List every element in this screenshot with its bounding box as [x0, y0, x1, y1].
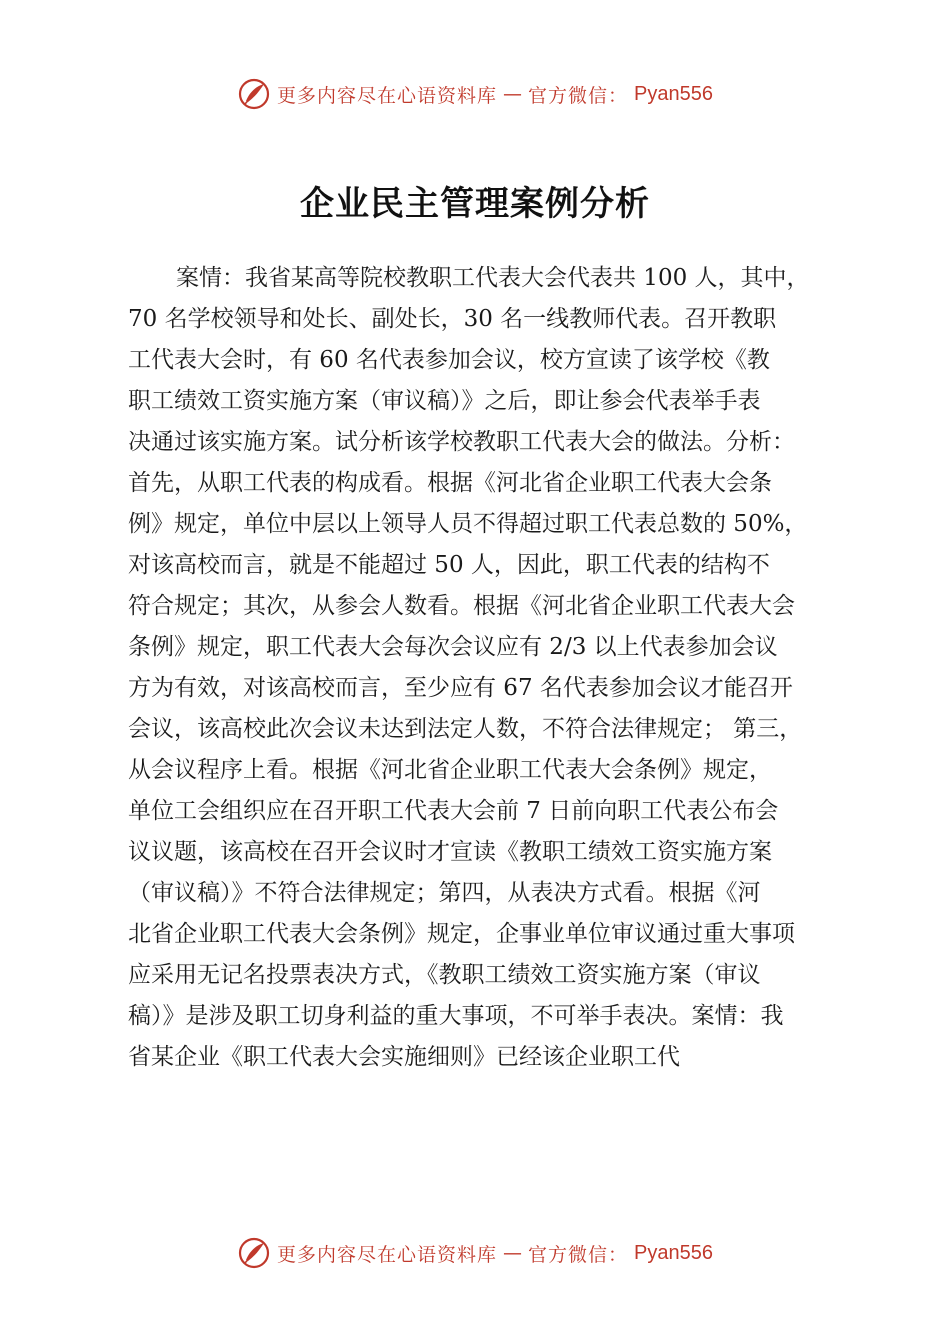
header-contact-label: 官方微信：: [528, 84, 629, 107]
header-separator: —: [503, 83, 523, 105]
footer-contact-label: 官方微信：: [528, 1243, 629, 1266]
header-banner-text: 更多内容尽在心语资料库: [277, 84, 498, 107]
body-line: 案情：我省某高等院校教职工代表大会代表共 100 人，其中，: [176, 265, 810, 291]
body-line: 省某企业《职工代表大会实施细则》已经该企业职工代: [128, 1044, 680, 1070]
body-line: 对该高校而言，就是不能超过 50 人，因此，职工代表的结构不: [128, 552, 770, 578]
footer-banner: [0, 1231, 950, 1275]
body-line: 例》规定，单位中层以上领导人员不得超过职工代表总数的 50%，: [128, 511, 808, 537]
body-line: 议议题，该高校在召开会议时才宣读《教职工绩效工资实施方案: [128, 839, 772, 865]
header-contact-id: Pyan556: [634, 82, 713, 105]
body-line: 70 名学校领导和处长、副处长，30 名一线教师代表。召开教职: [128, 306, 777, 332]
feather-logo-icon: [237, 1236, 271, 1270]
body-line: 决通过该实施方案。试分析该学校教职工代表大会的做法。分析：: [128, 429, 795, 455]
footer-contact-id: Pyan556: [634, 1241, 713, 1264]
body-line: 首先，从职工代表的构成看。根据《河北省企业职工代表大会条: [128, 470, 772, 496]
document-title: 企业民主管理案例分析: [300, 184, 650, 224]
body-line: 从会议程序上看。根据《河北省企业职工代表大会条例》规定，: [128, 757, 772, 783]
feather-logo-icon: [237, 77, 271, 111]
body-line: 方为有效，对该高校而言，至少应有 67 名代表参加会议才能召开: [128, 675, 793, 701]
footer-separator: —: [503, 1242, 523, 1264]
document-body: [128, 258, 850, 1078]
body-line: 单位工会组织应在召开职工代表大会前 7 日前向职工代表公布会: [128, 798, 779, 824]
body-line: （审议稿）》不符合法律规定；第四，从表决方式看。根据《河: [128, 880, 761, 906]
body-line: 工代表大会时，有 60 名代表参加会议，校方宣读了该学校《教: [128, 347, 770, 373]
body-line: 会议，该高校此次会议未达到法定人数，不符合法律规定； 第三，: [128, 716, 803, 742]
body-line: 北省企业职工代表大会条例》规定，企事业单位审议通过重大事项: [128, 921, 795, 947]
footer-banner-text: 更多内容尽在心语资料库: [277, 1243, 498, 1266]
body-line: 稿）》是涉及职工切身利益的重大事项，不可举手表决。案情：我: [128, 1003, 784, 1029]
body-line: 条例》规定，职工代表大会每次会议应有 2/3 以上代表参加会议: [128, 634, 778, 660]
body-line: 符合规定；其次，从参会人数看。根据《河北省企业职工代表大会: [128, 593, 795, 619]
body-line: 应采用无记名投票表决方式，《教职工绩效工资实施方案（审议: [128, 962, 761, 988]
header-banner: [0, 72, 950, 116]
body-line: 职工绩效工资实施方案（审议稿）》之后，即让参会代表举手表: [128, 388, 761, 414]
